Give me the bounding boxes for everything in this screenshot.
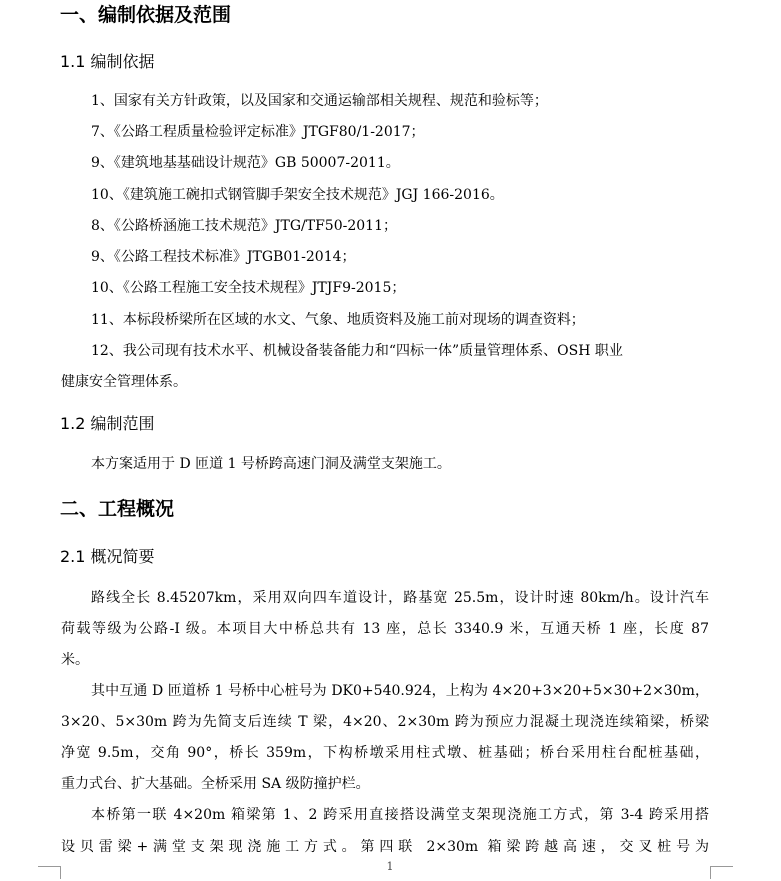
basis-item-12-line-1: 12、我公司现有技术水平、机械设备装备能力和“四标一体”质量管理体系、OSH 职业 <box>91 343 623 359</box>
basis-item: 1、国家有关方针政策，以及国家和交通运输部相关规程、规范和验标等； <box>91 93 548 109</box>
section-2-heading: 二、工程概况 <box>60 498 175 520</box>
overview-p3-line: 设贝雷梁+满堂支架现浇施工方式。第四联 2×30m 箱梁跨越高速，交叉桩号为 <box>61 839 709 855</box>
overview-p3-line: 本桥第一联 4×20m 箱梁第 1、2 跨采用直接搭设满堂支架现浇施工方式，第 3-4 跨采用搭 <box>91 807 709 823</box>
overview-p1-line: 路线全长 8.45207km，采用双向四车道设计，路基宽 25.5m，设计时速 80km/h。设计汽车 <box>91 590 709 606</box>
section-1-1-heading: 1.1 编制依据 <box>60 52 155 71</box>
basis-item: 9、《公路工程技术标准》JTGB01-2014； <box>91 249 356 265</box>
basis-item: 11、本标段桥梁所在区域的水文、气象、地质资料及施工前对现场的调查资料； <box>91 312 585 328</box>
basis-item: 10、《公路工程施工安全技术规程》JTJF9-2015； <box>91 280 406 296</box>
basis-item: 8、《公路桥涵施工技术规范》JTG/TF50-2011； <box>91 218 397 234</box>
overview-p2-line: 3×20、5×30m 跨为先简支后连续 T 梁，4×20、2×30m 跨为预应力混凝土现浇连续箱梁，桥梁 <box>61 714 709 730</box>
overview-p2-line: 重力式台、扩大基础。全桥采用 SA 级防撞护栏。 <box>61 776 370 792</box>
section-1-2-heading: 1.2 编制范围 <box>60 414 155 433</box>
overview-p1-line: 米。 <box>61 652 89 668</box>
overview-p1-line: 荷载等级为公路-I 级。本项目大中桥总共有 13 座，总长 3340.9 米，互通天桥 1 座，长度 87 <box>61 621 709 637</box>
page-corner-mark-left <box>38 866 61 879</box>
basis-item: 9、《建筑地基基础设计规范》GB 50007-2011。 <box>91 155 400 171</box>
page-number: 1 <box>386 860 394 873</box>
scope-paragraph: 本方案适用于 D 匝道 1 号桥跨高速门洞及满堂支架施工。 <box>91 456 451 472</box>
overview-p2-line: 净宽 9.5m，交角 90°，桥长 359m，下构桥墩采用柱式墩、桩基础；桥台采用柱台配桩基础， <box>61 745 709 761</box>
overview-p2-line: 其中互通 D 匝道桥 1 号桥中心桩号为 DK0+540.924，上构为 4×20+3×20+5×30+2×30m， <box>91 683 709 699</box>
basis-item-12-line-2: 健康安全管理体系。 <box>61 374 187 390</box>
section-2-1-heading: 2.1 概况简要 <box>60 547 155 566</box>
section-1-heading: 一、编制依据及范围 <box>60 4 232 26</box>
basis-item: 7、《公路工程质量检验评定标准》JTGF80/1-2017； <box>91 124 425 140</box>
page-corner-mark-right <box>710 866 733 879</box>
basis-item: 10、《建筑施工碗扣式钢管脚手架安全技术规范》JGJ 166-2016。 <box>91 187 504 203</box>
